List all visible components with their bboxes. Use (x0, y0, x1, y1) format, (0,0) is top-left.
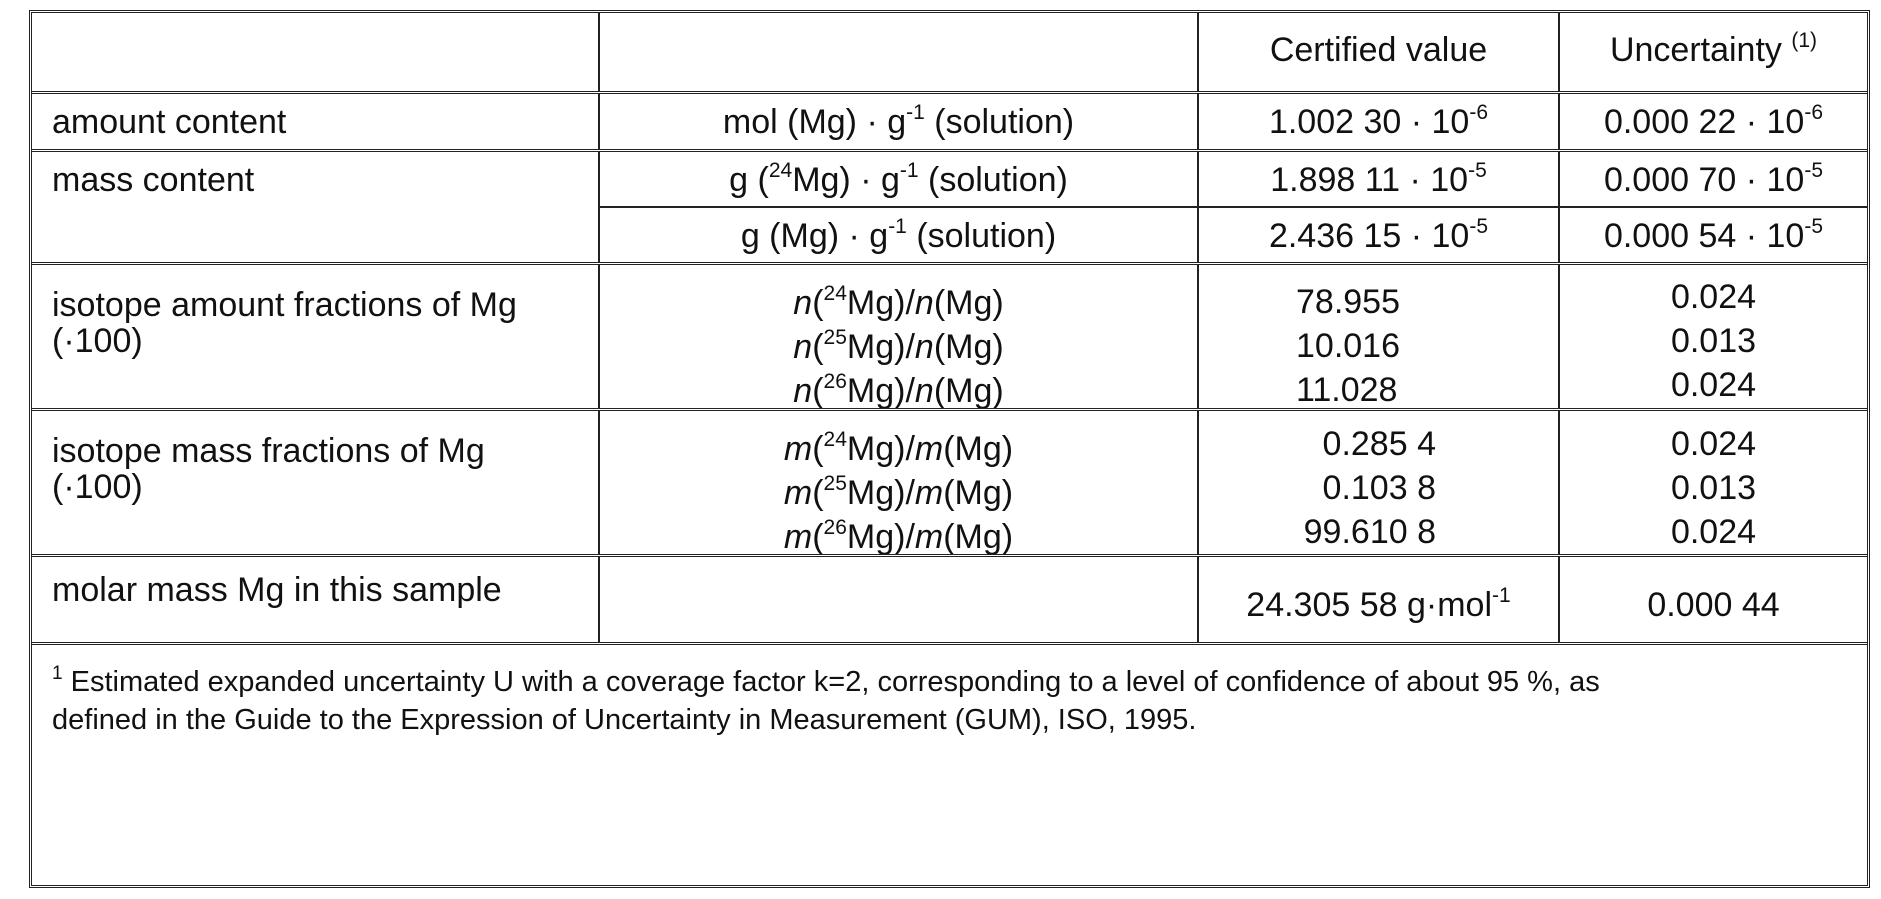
footnote-line-2: defined in the Guide to the Expression of Uncertainty in Measurement (GUM), ISO, 1995. (52, 704, 1197, 736)
isotope-amount-ratio-25: n($^{25}$Mg)/n(Mg) (793, 326, 1004, 366)
certificate-table (29, 10, 1870, 888)
isotope-amount-uncertainty-25: 0.013 (1670, 322, 1757, 360)
isotope-mass-value-26: 99.610 8 (1303, 513, 1436, 551)
amount-content-row (32, 91, 1867, 149)
isotope-mass-ratio-26: m($^{26}$Mg)/m(Mg) (783, 516, 1014, 556)
isotope-amount-value-25: 10.016 (1296, 327, 1400, 365)
molar-mass-label: molar mass Mg in this sample (52, 571, 502, 609)
amount-content-value: 1.002 $30 \cdot 10^{-6}$ (1268, 101, 1489, 141)
molar-mass-value: 24.305 58 g·mol$^{-1}$ (1246, 584, 1511, 624)
footnote-line-1: $^1$ Estimated expanded uncertainty U with a coverage factor k=2, corresponding to a level of confidence of about 95 %, as (52, 663, 1600, 698)
isotope-amount-row (32, 262, 1867, 408)
amount-content-label: amount content (52, 103, 287, 141)
isotope-amount-uncertainty-26: 0.024 (1670, 366, 1757, 404)
isotope-amount-value-24: 78.955 (1296, 283, 1400, 321)
mass-content-row (32, 149, 1867, 262)
isotope-amount-ratio-26: n($^{26}$Mg)/n(Mg) (793, 370, 1004, 410)
header-row (32, 13, 1867, 91)
isotope-mass-scale: (·100) (52, 468, 143, 506)
header-cell-uncertainty (1558, 13, 1867, 91)
isotope-mass-row (32, 408, 1867, 554)
mass-content-divider (598, 206, 1867, 208)
certified-value-heading: Certified value (1269, 31, 1488, 69)
isotope-mass-label: isotope mass fractions of Mg (52, 432, 485, 470)
footnote-row (32, 642, 1867, 885)
amount-content-uncertainty: 0.000 $22 \cdot 10^{-6}$ (1603, 101, 1824, 141)
isotope-amount-scale: (·100) (52, 322, 143, 360)
molar-mass-row (32, 554, 1867, 642)
isotope-mass-uncertainty-24: 0.024 (1670, 425, 1757, 463)
isotope-mass-uncertainty-26: 0.024 (1670, 513, 1757, 551)
mass-content-unit-mg: g $(Mg) \cdot g^{-1}$ (solution) (740, 215, 1057, 255)
mass-content-value-24mg: 1.898 $11 \cdot 10^{-5}$ (1270, 159, 1487, 199)
footnote-ref: (1) (1791, 29, 1818, 52)
mass-content-unit-24mg: g $(^{24}Mg) \cdot g^{-1}$ (solution) (729, 159, 1068, 199)
isotope-amount-ratio-24: n($^{24}$Mg)/n(Mg) (793, 282, 1004, 322)
header-cell-blank-2 (598, 13, 1197, 91)
mass-content-uncertainty-mg: 0.000 $54 \cdot 10^{-5}$ (1603, 215, 1824, 255)
amount-content-unit: mol $(Mg) \cdot g^{-1}$ (solution) (722, 101, 1075, 141)
isotope-mass-ratio-25: m($^{25}$Mg)/m(Mg) (783, 472, 1014, 512)
mass-content-label: mass content (52, 161, 255, 199)
isotope-mass-uncertainty-25: 0.013 (1670, 469, 1757, 507)
isotope-amount-value-26: 11.028 (1296, 371, 1398, 409)
isotope-mass-ratio-24: m($^{24}$Mg)/m(Mg) (783, 428, 1014, 468)
isotope-mass-value-25: 0.103 8 (1322, 469, 1436, 507)
isotope-amount-uncertainty-24: 0.024 (1670, 278, 1757, 316)
molar-mass-unit-blank (598, 557, 1197, 642)
isotope-amount-label: isotope amount fractions of Mg (52, 286, 517, 324)
molar-mass-uncertainty: 0.000 44 (1647, 586, 1780, 624)
uncertainty-heading: Uncertainty $^{(1)}$ (1609, 29, 1818, 69)
mass-content-uncertainty-24mg: 0.000 $70 \cdot 10^{-5}$ (1603, 159, 1824, 199)
isotope-mass-value-24: 0.285 4 (1322, 425, 1436, 463)
header-cell-certified-value (1197, 13, 1558, 91)
header-cell-blank-1 (32, 13, 598, 91)
mass-content-value-mg: 2.436 $15 \cdot 10^{-5}$ (1268, 215, 1489, 255)
